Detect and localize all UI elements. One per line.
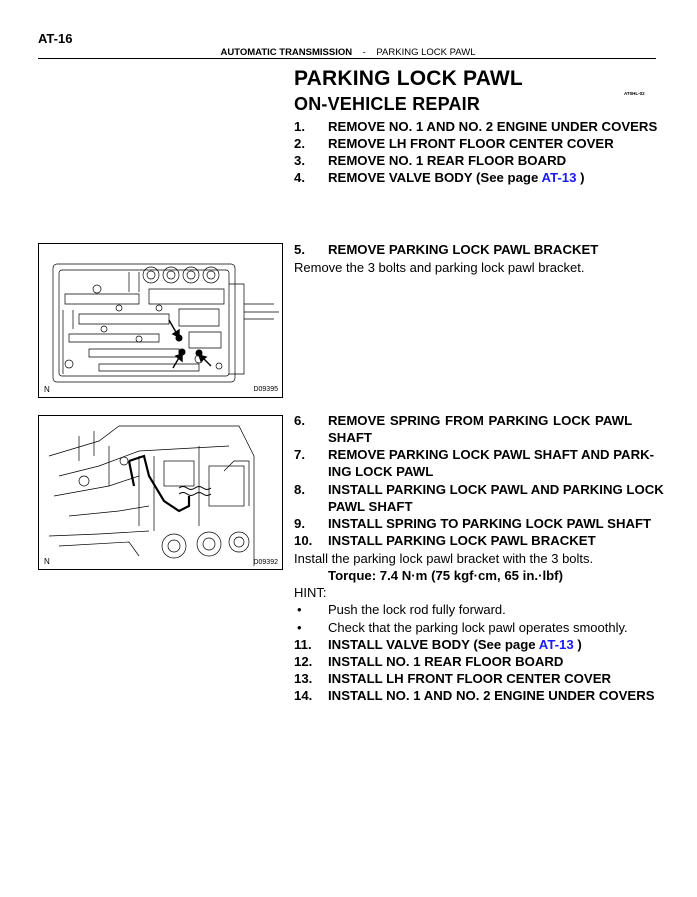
step-text: INSTALL NO. 1 AND NO. 2 ENGINE UNDER COVERS [328,688,655,703]
step-number: 7. [294,447,305,462]
step-text: REMOVE SPRING FROM PARKING LOCK PAWL [328,413,633,428]
page-number: AT-16 [38,31,73,46]
bullet-icon: • [297,620,302,635]
step-text: SHAFT [328,430,372,445]
step-text: REMOVE PARKING LOCK PAWL SHAFT AND PARK- [328,447,655,462]
torque-spec: Torque: 7.4 N·m (75 kgf·cm, 65 in.·lbf) [328,568,563,583]
header-separator: - [362,47,366,58]
step-text: INSTALL PARKING LOCK PAWL BRACKET [328,533,596,548]
step-number: 3. [294,153,305,168]
step-text: INSTALL LH FRONT FLOOR CENTER COVER [328,671,612,686]
step-number: 8. [294,482,305,497]
figure-code: D09392 [253,559,278,566]
valve-body-illustration [39,244,282,397]
page-title: PARKING LOCK PAWL [294,67,523,90]
step-text: INSTALL VALVE BODY (See page AT-13 ) [328,637,582,652]
step-number: 14. [294,688,313,703]
document-code: AT0HL-02 [624,91,645,96]
step-number: 9. [294,516,305,531]
step-text: REMOVE NO. 1 AND NO. 2 ENGINE UNDER COVERS [328,119,658,134]
header-rule [38,58,656,59]
north-label: N [44,385,50,394]
figure-code: D09395 [253,386,278,393]
step-text: REMOVE VALVE BODY (See page AT-13 ) [328,170,585,185]
hint-text: Push the lock rod fully forward. [328,602,506,617]
header-topic: PARKING LOCK PAWL [376,47,476,58]
step-number: 11. [294,637,312,652]
step-text: INSTALL SPRING TO PARKING LOCK PAWL SHAFT [328,516,652,531]
north-label: N [44,557,50,566]
step-description: Install the parking lock pawl bracket with the 3 bolts. [294,551,594,566]
step-number: 1. [294,119,305,134]
step-text: REMOVE LH FRONT FLOOR CENTER COVER [328,136,614,151]
hint-label: HINT: [294,585,327,600]
step-number: 4. [294,170,305,185]
step-text: PAWL SHAFT [328,499,413,514]
page-link-at13[interactable]: AT-13 [538,637,574,652]
step-number: 13. [294,671,313,686]
step-text: REMOVE NO. 1 REAR FLOOR BOARD [328,153,567,168]
step-number: 12. [294,654,313,669]
figure-valve-body [38,243,283,398]
step-text: INSTALL PARKING LOCK PAWL AND PARKING LOCK [328,482,664,497]
step-number: 10. [294,533,313,548]
running-header [38,47,658,58]
step-number: 5. [294,242,305,257]
figure-parking-lock-pawl [38,415,283,570]
step-number: 6. [294,413,305,428]
header-section: AUTOMATIC TRANSMISSION [220,47,353,58]
page-link-at13[interactable]: AT-13 [541,170,577,185]
step-description: Remove the 3 bolts and parking lock pawl bracket. [294,260,585,275]
parking-lock-pawl-illustration [39,416,282,569]
step-text: ING LOCK PAWL [328,464,434,479]
step-text: REMOVE PARKING LOCK PAWL BRACKET [328,242,599,257]
bullet-icon: • [297,602,302,617]
step-number: 2. [294,136,305,151]
step-text: INSTALL NO. 1 REAR FLOOR BOARD [328,654,564,669]
page-subtitle: ON-VEHICLE REPAIR [294,94,481,114]
hint-text: Check that the parking lock pawl operates smoothly. [328,620,628,635]
